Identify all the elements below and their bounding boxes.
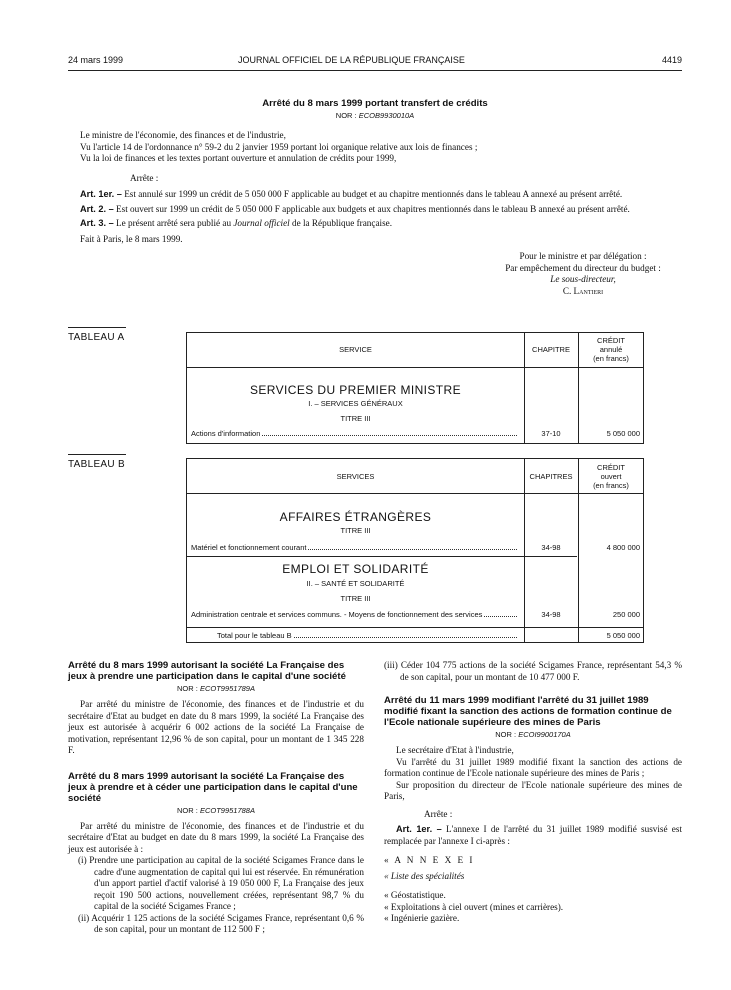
tableau-b-titre-1: TITRE III [340,526,371,535]
arrete4-liste-title: « Liste des spécialités [384,870,465,881]
tableau-b-ministry-2: EMPLOI ET SOLIDARITÉ [282,562,429,576]
arrete3-title: Arrêté du 8 mars 1999 autorisant la société La Française des jeux à prendre et à céder une participation dans le capital d'une société [68,770,358,804]
tableau-b [186,458,644,643]
tableau-a-row: Actions d'information [191,429,519,438]
arrete4-specialite-3: « Ingénierie gazière. [384,913,460,923]
arrete2-body: Par arrêté du ministre de l'économie, des finances et de l'industrie et du secrétaire d'Etat au budget en date du 8 mars 1999, la société La Française des jeux est autorisée à acquérir 6 002 actions de la société La Française de motivation, représentant 12,96 % de son capital, pour un montant de 1 345 228 F. [68,699,364,755]
tableau-a [186,332,644,444]
arrete3-body: Par arrêté du ministre de l'économie, des finances et de l'industrie et du secrétaire d'Etat au budget en date du 8 mars 1999, la société La Française des jeux est autorisée à : [68,820,364,854]
tableau-b-total-credit: 5 050 000 [606,631,640,640]
tableau-a-label: TABLEAU A [68,332,125,343]
tableau-b-sub-2: II. – SANTÉ ET SOLIDARITÉ [306,579,405,588]
header-date: 24 mars 1999 [68,55,124,65]
arrete1-article-1: Art. 1er. – Est annulé sur 1999 un crédit de 5 050 000 F applicable au budget et au chapitre mentionnés dans le tableau A annexé au présent arrêté. [80,189,623,199]
tableau-b-rule [68,454,126,455]
header-journal-title: JOURNAL OFFICIEL DE LA RÉPUBLIQUE FRANÇAISE [238,55,465,65]
arrete4-p2: Vu l'arrêté du 31 juillet 1989 modifié fixant la sanction des actions de formation continue de l'Ecole nationale supérieure des mines de Paris ; [384,756,682,778]
arrete1-visa-2: Vu l'article 14 de l'ordonnance n° 59-2 du 2 janvier 1959 portant loi organique relative aux lois de finances ; [80,141,478,152]
arrete1-nor: NOR : ECOB9930010A [335,111,415,120]
tableau-a-titre: TITRE III [340,414,371,423]
right-column [384,660,682,925]
tableau-b-row-1-chapitre: 34-98 [541,543,561,552]
arrete4-arrete: Arrête : [424,808,453,819]
arrete4-specialite-2: « Exploitations à ciel ouvert (mines et carrières). [384,901,564,912]
tableau-a-rule [68,327,126,328]
arrete4-nor: NOR : ECOI9900170A [495,730,571,739]
tableau-b-row-1-credit: 4 800 000 [606,543,640,552]
arrete2-nor: NOR : ECOT9951789A [177,684,255,693]
tableau-b-row-2-credit: 250 000 [612,610,640,619]
arrete4-title: Arrêté du 11 mars 1999 modifiant l'arrêté du 31 juillet 1989 modifié fixant la sanction des actions de formation continue de l'Ecole nationale supérieure des mines de Paris [384,695,672,728]
header-page-number: 4419 [661,55,682,65]
page-header [68,55,682,69]
tableau-a-col-chapitre: CHAPITRE [532,345,570,354]
tableau-b-ministry-1: AFFAIRES ÉTRANGÈRES [279,510,432,524]
arrete4-annexe-title: « A N N E X E I [384,855,475,865]
arrete1-visa-3: Vu la loi de finances et les textes portant ouverture et annulation de crédits pour 1999, [80,153,397,163]
tableau-b-titre-2: TITRE III [340,594,371,603]
arrete1-fait: Fait à Paris, le 8 mars 1999. [80,233,183,244]
arrete-transfert-credits [68,98,682,297]
arrete4-specialite-1: « Géostatistique. [384,890,446,900]
arrete1-signature: Pour le ministre et par délégation : Par empêchement du directeur du budget : Le sous-directeur, C. Lantieri [505,251,661,296]
tableau-a-row-credit: 5 050 000 [606,429,640,438]
tableau-a-col-service: SERVICE [339,345,372,354]
header-rule [68,70,682,71]
arrete3-item-2: (ii) Acquérir 1 125 actions de la société Scigames France, représentant 0,6 % de son capital, pour un montant de 112 500 F ; [78,912,364,934]
tableau-b-col-chapitre: CHAPITRES [529,472,573,481]
tableau-b-total: Total pour le tableau B [217,631,519,640]
arrete1-article-3: Art. 3. – Le présent arrêté sera publié au Journal officiel de la République française. [80,218,393,228]
tableau-b-row-2: Administration centrale et services communs. - Moyens de fonctionnement des services [191,610,519,619]
arrete3-nor: NOR : ECOT9951788A [177,805,255,815]
arrete4-p1: Le secrétaire d'Etat à l'industrie, [396,745,514,755]
arrete1-arrete: Arrête : [130,172,159,183]
arrete1-title: Arrêté du 8 mars 1999 portant transfert de crédits [262,98,488,109]
tableau-b-row-1: Matériel et fonctionnement courant [191,543,519,552]
tableau-b-label: TABLEAU B [68,459,125,470]
arrete1-article-2: Art. 2. – Est ouvert sur 1999 un crédit de 5 050 000 F applicable aux budgets et aux chapitres mentionnés dans le tableau B annexé au présent arrêté. [80,203,630,214]
arrete3-item-1: (i) Prendre une participation au capital de la société Scigames France dans le cadre d'une augmentation de capital qui lui est réservée. En rémunération d'un apport partiel d'actif valorisé à 19 050 000 F, La Française des jeux reçoit 190 500 actions, nouvellement créées, représentant 98,7 % du capital de la société Scigames France ; [78,855,364,911]
tableau-b-col-service: SERVICES [336,472,375,481]
arrete2-title: Arrêté du 8 mars 1999 autorisant la société La Française des jeux à prendre une participation dans le capital d'une société [68,660,346,682]
tableau-a-sub: I. – SERVICES GÉNÉRAUX [308,399,403,408]
tableau-b-row-2-chapitre: 34-98 [541,610,561,619]
tableau-a-row-chapitre: 37-10 [541,429,561,438]
tableau-a-col-credit: CRÉDIT annulé (en francs) [593,336,629,363]
tableau-a-ministry: SERVICES DU PREMIER MINISTRE [249,383,461,397]
tableau-b-col-credit: CRÉDIT ouvert (en francs) [593,463,629,490]
left-column [68,660,364,936]
arrete4-article-1: Art. 1er. – L'annexe I de l'arrêté du 31 juillet 1989 modifié susvisé est remplacée par l'annexe I ci-après : [384,824,683,846]
arrete1-visa-1: Le ministre de l'économie, des finances et de l'industrie, [80,130,286,140]
arrete3-item-3: (iii) Céder 104 775 actions de la société Scigames France, représentant 54,3 % de son capital, pour un montant de 10 477 000 F. [384,660,682,682]
arrete4-p3: Sur proposition du directeur de l'Ecole nationale supérieure des mines de Paris, [384,779,682,801]
